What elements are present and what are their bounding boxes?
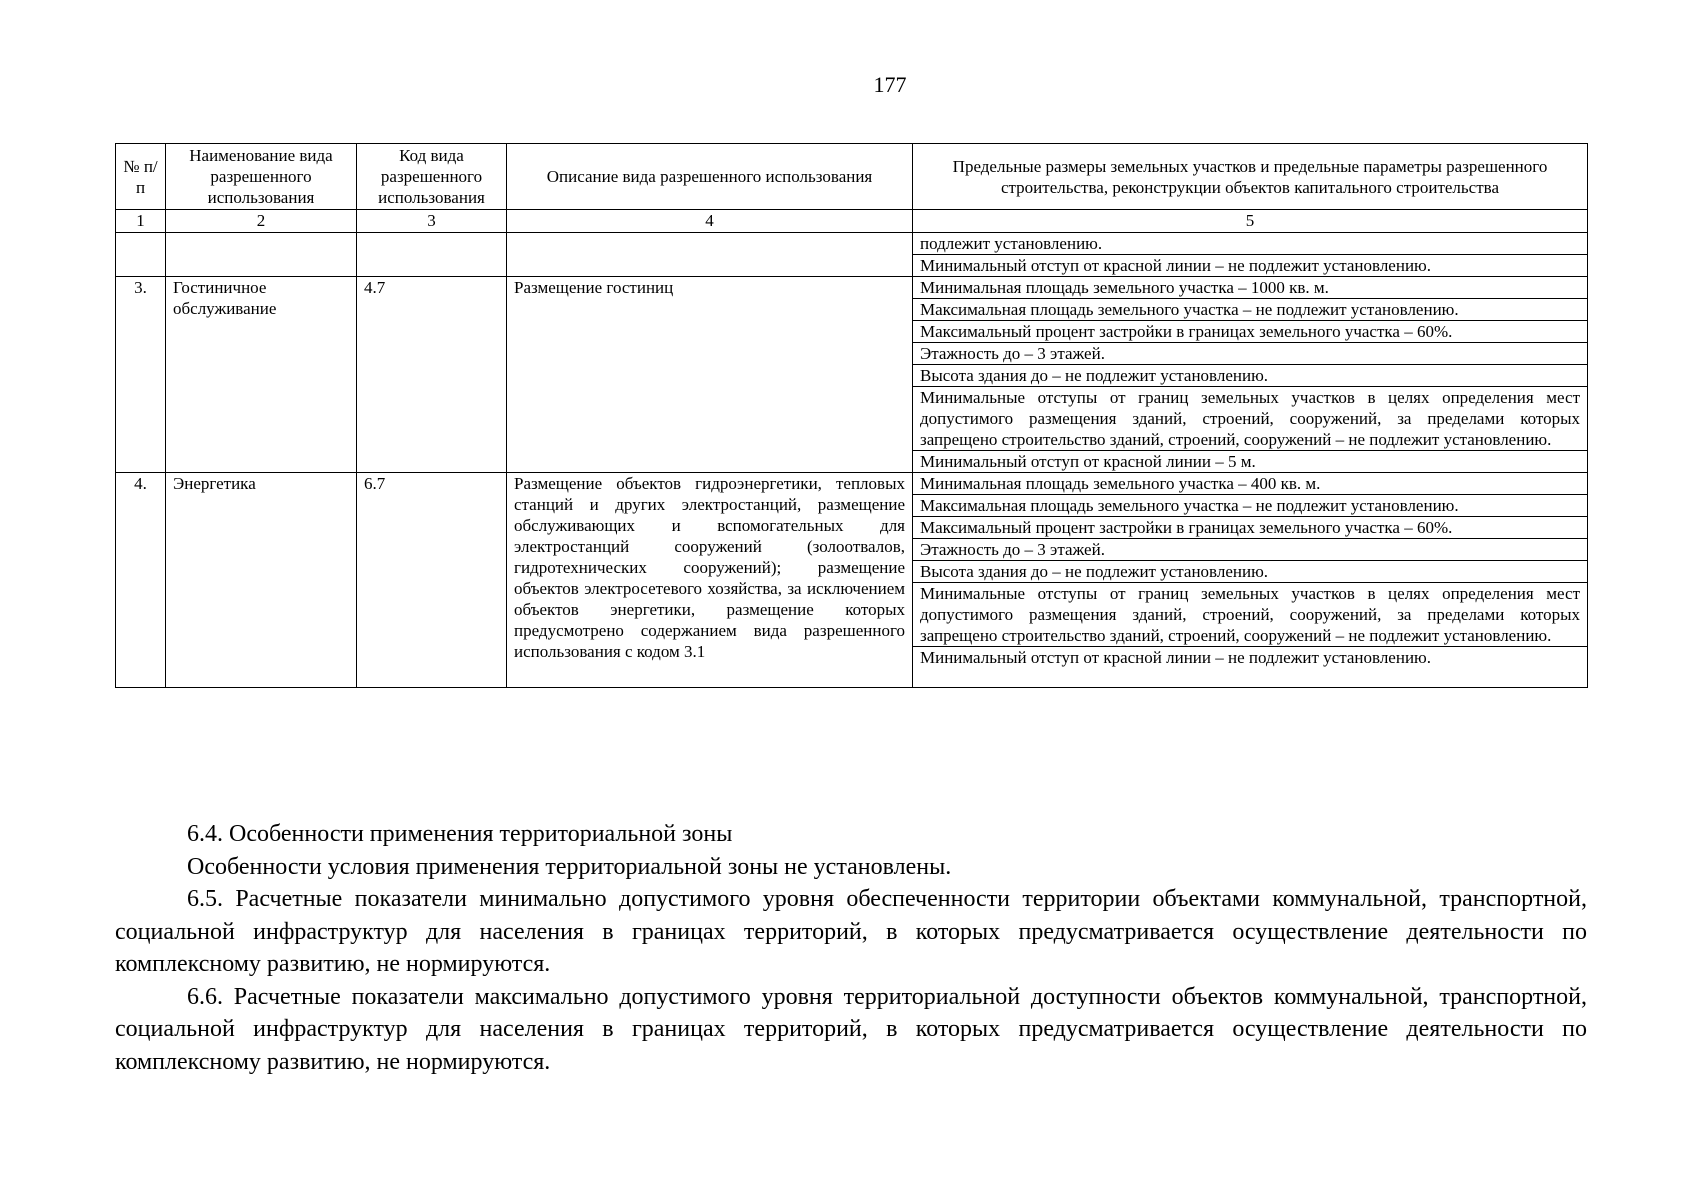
- param-cell: Высота здания до – не подлежит установлению.: [913, 561, 1588, 583]
- param-cell: Минимальный отступ от красной линии – 5 м.: [913, 451, 1588, 473]
- param-cell: Минимальная площадь земельного участка – 1000 кв. м.: [913, 277, 1588, 299]
- column-number: 5: [913, 210, 1588, 233]
- table-row: [116, 233, 1588, 255]
- column-number: 1: [116, 210, 166, 233]
- param-cell: Максимальная площадь земельного участка – не подлежит установлению.: [913, 299, 1588, 321]
- table-row: [116, 473, 1588, 495]
- paragraph: 6.5. Расчетные показатели минимально допустимого уровня обеспеченности территории объектами коммунальной, транспортной, социальной инфраструктур для населения в границах территорий, в которых предусматривается осуществление деятельности по комплексному развитию, не нормируются.: [115, 886, 1587, 977]
- param-cell: Минимальные отступы от границ земельных участков в целях определения мест допустимого размещения зданий, строений, сооружений, за пределами которых запрещено строительство зданий, строений, сооружений – не подлежит установлению.: [913, 583, 1588, 647]
- cell-num: 4.: [116, 473, 166, 688]
- paragraph: 6.6. Расчетные показатели максимально допустимого уровня территориальной доступности объектов коммунальной, транспортной, социальной инфраструктур для населения в границах территорий, в которых предусматривается осуществление деятельности по комплексному развитию, не нормируются.: [115, 983, 1587, 1075]
- column-number-row: [116, 210, 1588, 233]
- table-row: [116, 277, 1588, 299]
- param-cell: Минимальный отступ от красной линии – не подлежит установлению.: [913, 647, 1588, 688]
- cell-code: 4.7: [357, 277, 507, 473]
- regulations-table: [115, 143, 1588, 688]
- cell-code: [357, 233, 507, 277]
- header-code: Код вида разрешенного использования: [357, 144, 507, 210]
- cell-num: 3.: [116, 277, 166, 473]
- header-params: Предельные размеры земельных участков и предельные параметры разрешенного строительства, реконструкции объектов капитального строительства: [913, 144, 1588, 210]
- header-name: Наименование вида разрешенного использования: [166, 144, 357, 210]
- table-header-row: [116, 144, 1588, 210]
- body-text: [115, 818, 1587, 1078]
- cell-description: [507, 233, 913, 277]
- header-num: № п/п: [116, 144, 166, 210]
- param-cell: Высота здания до – не подлежит установлению.: [913, 365, 1588, 387]
- cell-name: [166, 233, 357, 277]
- section-heading: 6.4. Особенности применения территориальной зоны: [187, 821, 733, 847]
- header-description: Описание вида разрешенного использования: [507, 144, 913, 210]
- param-cell: Максимальная площадь земельного участка – не подлежит установлению.: [913, 495, 1588, 517]
- param-cell: Максимальный процент застройки в границах земельного участка – 60%.: [913, 321, 1588, 343]
- cell-name: Энергетика: [166, 473, 357, 688]
- column-number: 3: [357, 210, 507, 233]
- cell-name: Гостиничное обслуживание: [166, 277, 357, 473]
- page-number: 177: [873, 72, 907, 97]
- column-number: 2: [166, 210, 357, 233]
- paragraph: Особенности условия применения территориальной зоны не установлены.: [187, 853, 952, 880]
- param-cell: Максимальный процент застройки в границах земельного участка – 60%.: [913, 517, 1588, 539]
- param-cell: Минимальные отступы от границ земельных участков в целях определения мест допустимого размещения зданий, строений, сооружений, за пределами которых запрещено строительство зданий, строений, сооружений – не подлежит установлению.: [913, 387, 1588, 451]
- param-cell: подлежит установлению.: [913, 233, 1588, 255]
- param-cell: Этажность до – 3 этажей.: [913, 343, 1588, 365]
- column-number: 4: [507, 210, 913, 233]
- cell-description: Размещение гостиниц: [507, 277, 913, 473]
- param-cell: Минимальная площадь земельного участка – 400 кв. м.: [913, 473, 1588, 495]
- param-cell: Минимальный отступ от красной линии – не подлежит установлению.: [913, 255, 1588, 277]
- param-cell: Этажность до – 3 этажей.: [913, 539, 1588, 561]
- cell-num: [116, 233, 166, 277]
- cell-code: 6.7: [357, 473, 507, 688]
- cell-description: Размещение объектов гидроэнергетики, тепловых станций и других электростанций, размещение обслуживающих и вспомогательных для электростанций сооружений (золоотвалов, гидротехнических сооружений); размещение объектов электросетевого хозяйства, за исключением объектов энергетики, размещение которых предусмотрено содержанием вида разрешенного использования с кодом 3.1: [507, 473, 913, 688]
